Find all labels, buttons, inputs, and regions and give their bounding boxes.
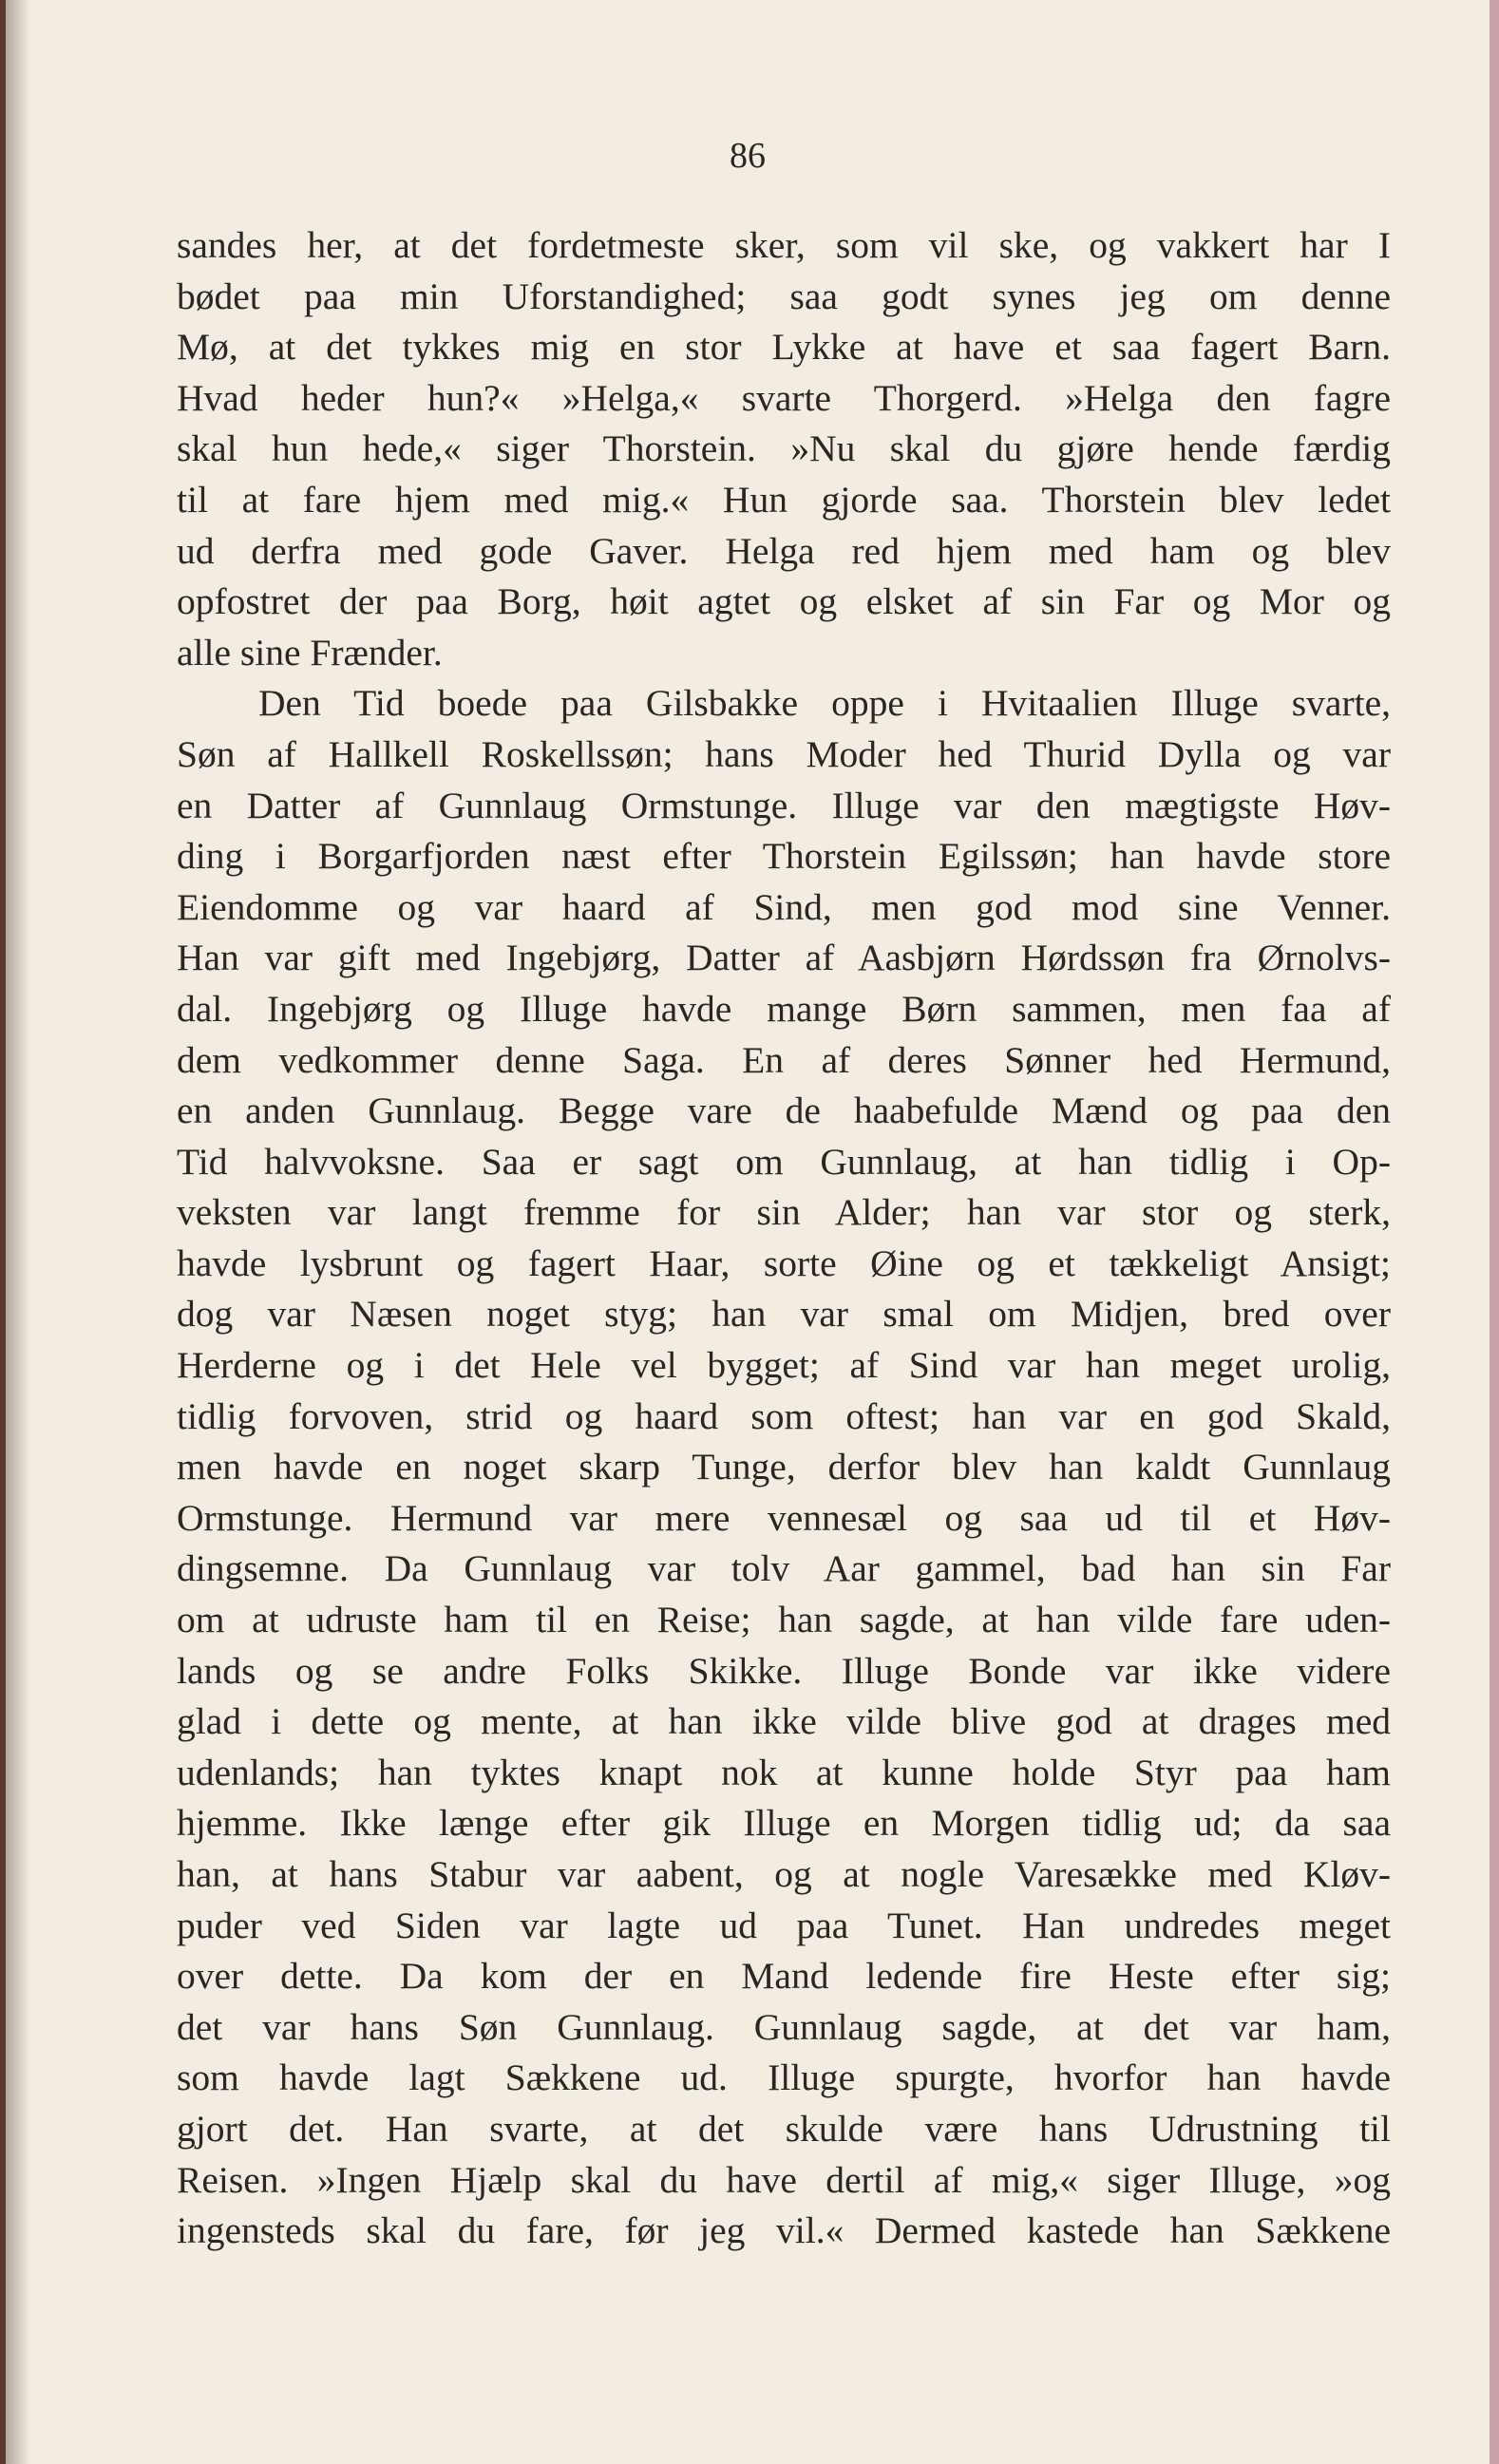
text-line: udenlands; han tyktes knapt nok at kunne holde Styr paa ham [177,1751,1391,1793]
text-line: en anden Gunnlaug. Begge vare de haabefulde Mænd og paa den [177,1090,1391,1132]
text-line: lands og se andre Folks Skikke. Illuge Bonde var ikke videre [177,1649,1391,1692]
text-line: havde lysbrunt og fagert Haar, sorte Øine og et tækkeligt Ansigt; [177,1241,1391,1284]
text-line: gjort det. Han svarte, at det skulde være hans Udrustning til [177,2107,1391,2150]
text-line: ud derfra med gode Gaver. Helga red hjem med ham og blev [177,529,1391,572]
body-text [177,220,1391,2257]
text-line: dog var Næsen noget styg; han var smal om Midjen, bred over [177,1293,1391,1336]
text-line: Tid halvvoksne. Saa er sagt om Gunnlaug, at han tidlig i Op- [177,1140,1391,1183]
text-line: opfostret der paa Borg, høit agtet og elsket af sin Far og Mor og [177,580,1391,623]
text-line: over dette. Da kom der en Mand ledende fire Heste efter sig; [177,1955,1391,1998]
text-line: Mø, at det tykkes mig en stor Lykke at have et saa fagert Barn. [177,326,1391,369]
text-line: hjemme. Ikke længe efter gik Illuge en Morgen tidlig ud; da saa [177,1802,1391,1845]
text-line: Eiendomme og var haard af Sind, men god mod sine Venner. [177,885,1391,928]
text-line: ingensteds skal du fare, før jeg vil.« Dermed kastede han Sækkene [177,2209,1391,2252]
page-number: 86 [730,136,766,176]
text-line: han, at hans Stabur var aabent, og at nogle Varesække med Kløv- [177,1853,1391,1895]
text-line: dal. Ingebjørg og Illuge havde mange Børn sammen, men faa af [177,987,1391,1030]
text-line: som havde lagt Sækkene ud. Illuge spurgte, hvorfor han havde [177,2056,1391,2099]
text-line: det var hans Søn Gunnlaug. Gunnlaug sagde, at det var ham, [177,2005,1391,2048]
text-line: Ormstunge. Hermund var mere vennesæl og saa ud til et Høv- [177,1496,1391,1539]
text-line: til at fare hjem med mig.« Hun gjorde saa. Thorstein blev ledet [177,478,1391,521]
text-line: men havde en noget skarp Tunge, derfor blev han kaldt Gunnlaug [177,1446,1391,1488]
text-line: sandes her, at det fordetmeste sker, som vil ske, og vakkert har I [177,224,1391,266]
text-line: alle sine Frænder. [177,631,443,673]
text-line: Hvad heder hun?« »Helga,« svarte Thorgerd. »Helga den fagre [177,376,1391,419]
spine-shadow [6,0,30,2464]
text-line: Han var gift med Ingebjørg, Datter af Aasbjørn Hørdssøn fra Ørnolvs- [177,937,1391,979]
text-line: bødet paa min Uforstandighed; saa godt synes jeg om denne [177,275,1391,317]
text-line: en Datter af Gunnlaug Ormstunge. Illuge var den mægtigste Høv- [177,784,1391,826]
text-line: skal hun hede,« siger Thorstein. »Nu skal du gjøre hende færdig [177,427,1391,470]
text-line: dingsemne. Da Gunnlaug var tolv Aar gammel, bad han sin Far [177,1547,1391,1590]
text-line: Den Tid boede paa Gilsbakke oppe i Hvitaalien Illuge svarte, [258,682,1391,725]
text-line: Herderne og i det Hele vel bygget; af Sind var han meget urolig, [177,1344,1391,1387]
text-line: glad i dette og mente, at han ikke vilde blive god at drages med [177,1700,1391,1743]
text-line: tidlig forvoven, strid og haard som oftest; han var en god Skald, [177,1394,1391,1437]
text-line: dem vedkommer denne Saga. En af deres Sønner hed Hermund, [177,1038,1391,1081]
text-line: om at udruste ham til en Reise; han sagde, at han vilde fare uden- [177,1599,1391,1641]
text-line: veksten var langt fremme for sin Alder; han var stor og sterk, [177,1191,1391,1234]
text-line: puder ved Siden var lagte ud paa Tunet. Han undredes meget [177,1904,1391,1946]
text-line: ding i Borgarfjorden næst efter Thorstein Egilssøn; han havde store [177,835,1391,878]
text-line: Reisen. »Ingen Hjælp skal du have dertil af mig,« siger Illuge, »og [177,2158,1391,2201]
text-line: Søn af Hallkell Roskellssøn; hans Moder hed Thurid Dylla og var [177,732,1391,775]
